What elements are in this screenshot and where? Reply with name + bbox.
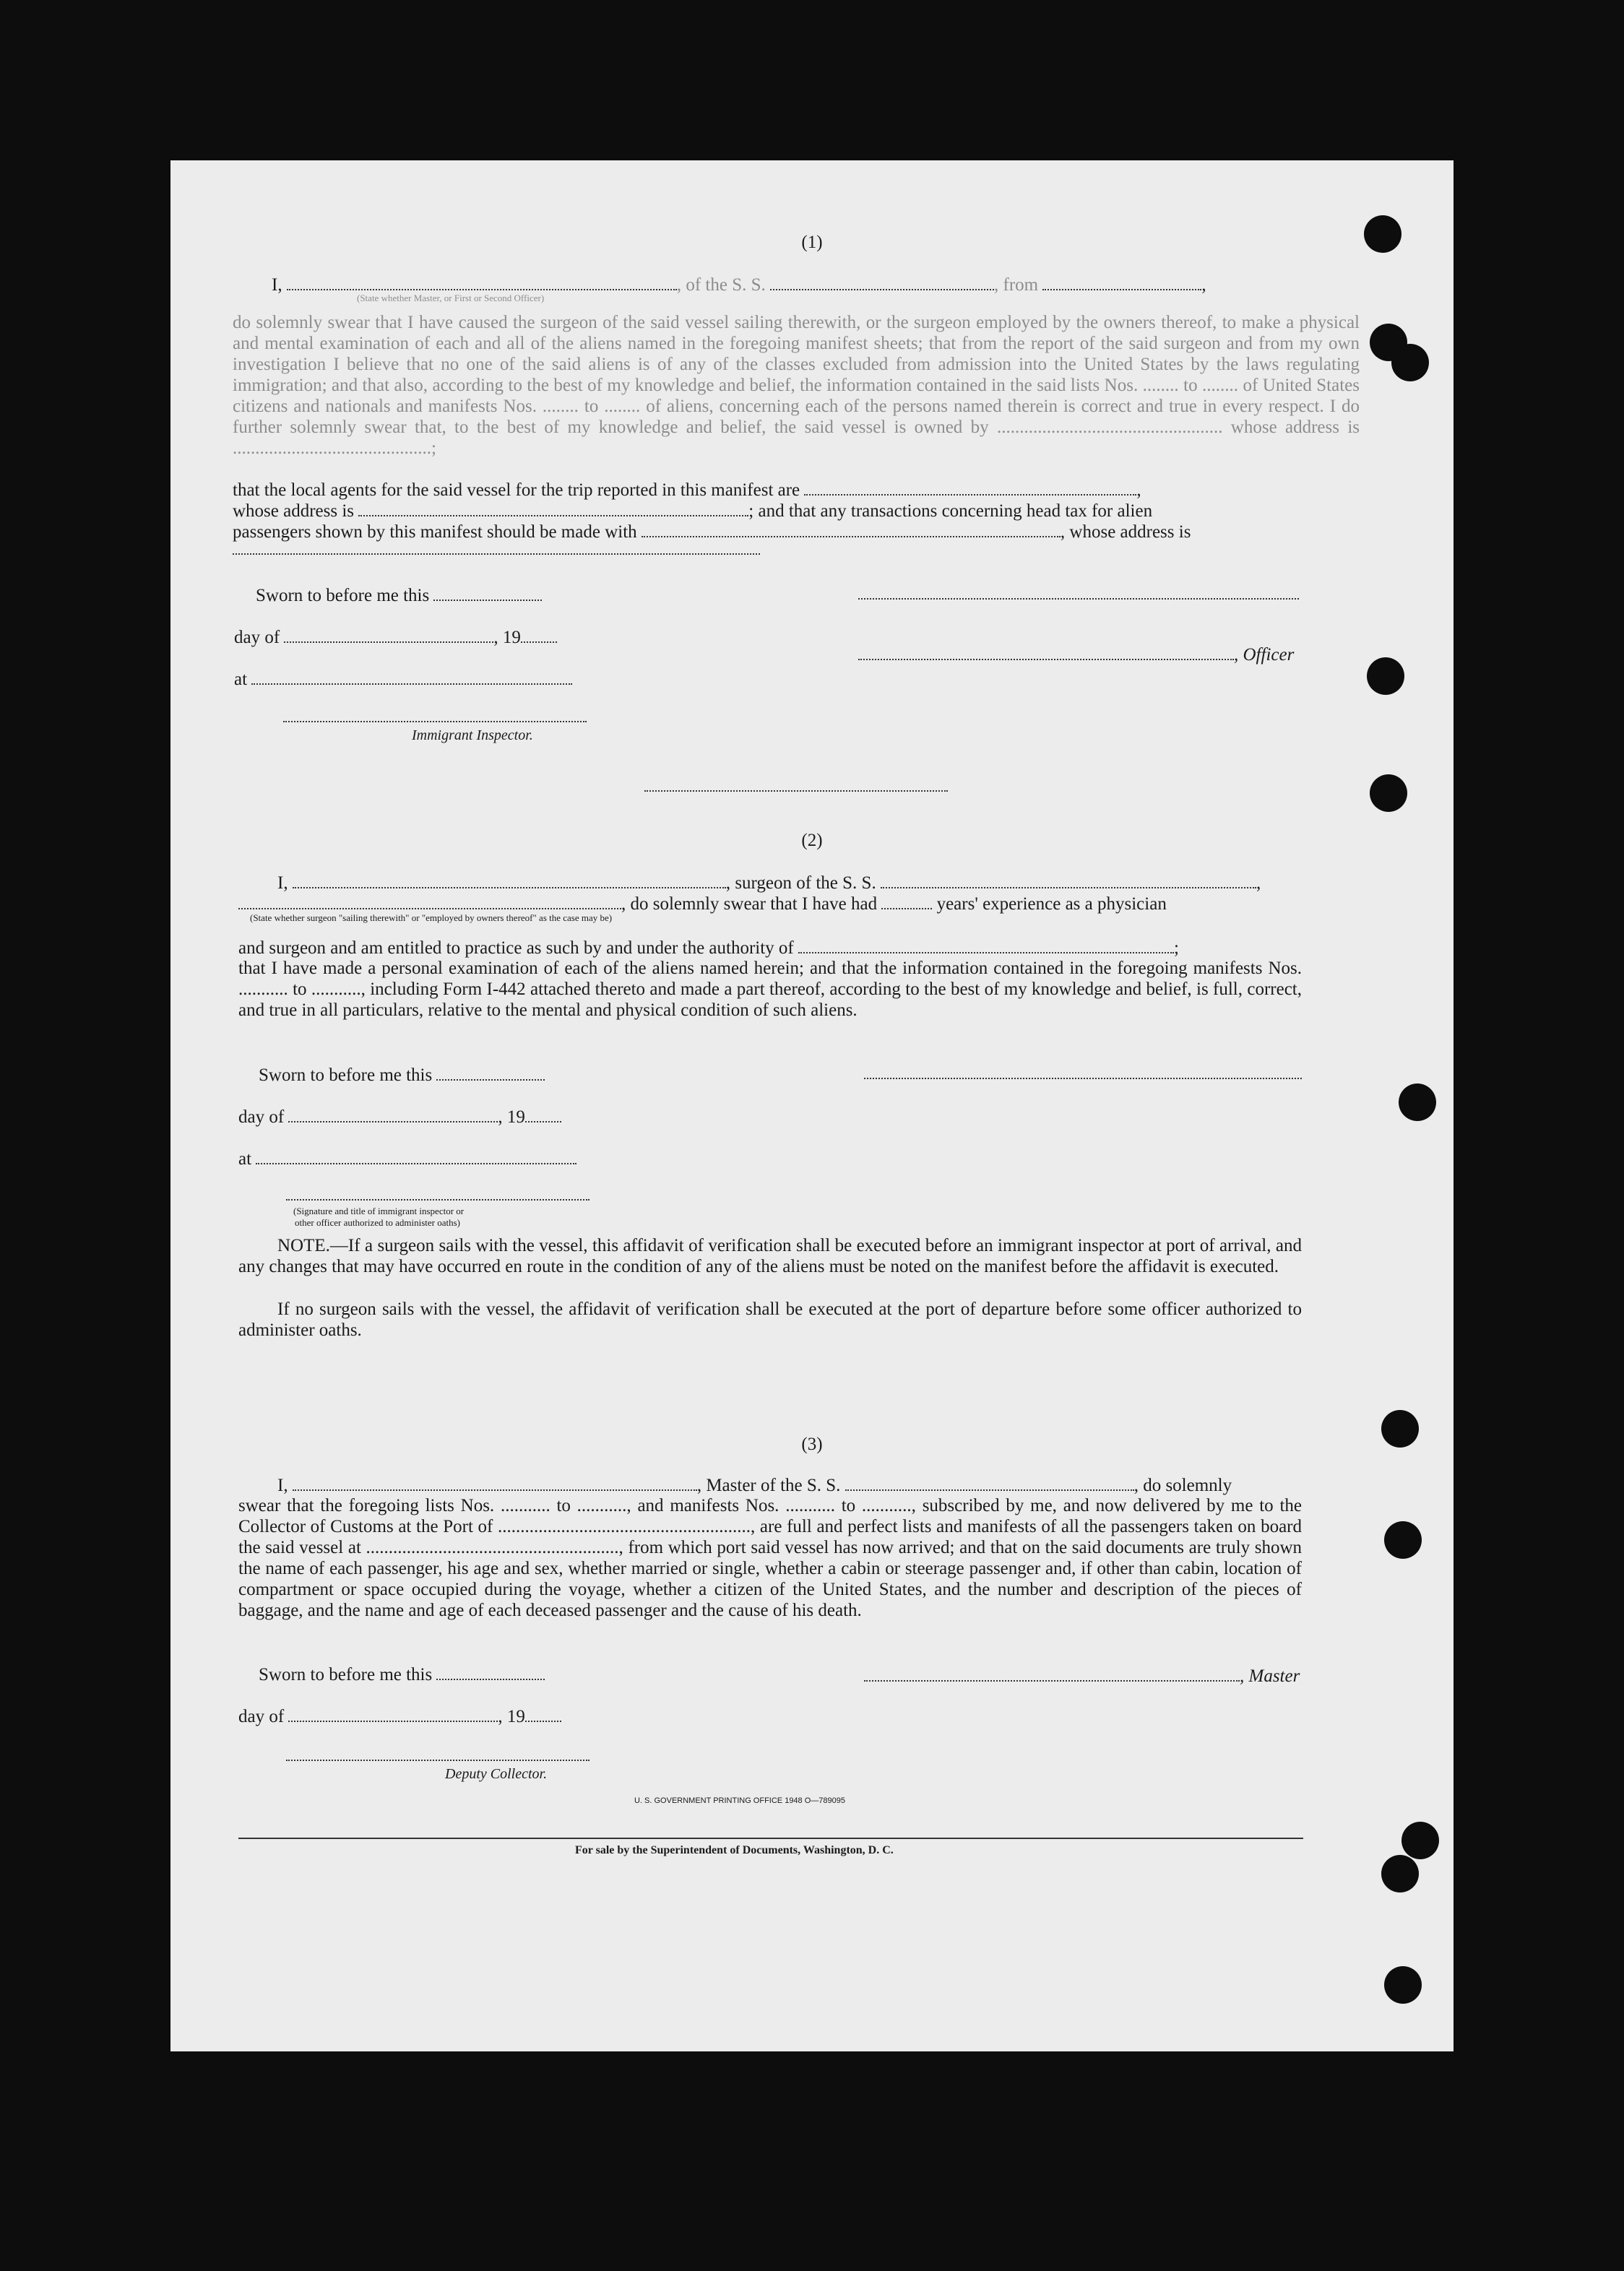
section1-passengers-line <box>233 523 1191 541</box>
section1-day-of <box>234 628 557 646</box>
section1-address-line <box>233 502 1152 520</box>
fill-line <box>238 908 621 909</box>
fill-line <box>881 908 932 909</box>
text: , from <box>994 275 1039 295</box>
fill-line <box>858 659 1234 660</box>
section2-line1 <box>277 874 1261 892</box>
punch-hole <box>1381 1855 1419 1892</box>
fill-line <box>642 536 1061 537</box>
punch-hole <box>1401 1822 1439 1859</box>
fill-line <box>525 1721 561 1722</box>
text: ; <box>1174 938 1179 958</box>
text: , Master <box>1240 1666 1300 1686</box>
text: , do solemnly <box>1133 1476 1232 1495</box>
fill-line <box>770 289 994 290</box>
text: , Officer <box>1234 645 1295 665</box>
section2-sig-note-2: other officer authorized to administer oaths) <box>295 1217 460 1228</box>
section2-line2 <box>238 895 1167 913</box>
section3-paragraph: swear that the foregoing lists Nos. ........... to ..........., and manifests Nos. ........... to ..........., subscribed by me, and now delivered by me to the Collector of Customs at the Port of ........................................................, are full and perfect lists and manifests of all the passengers taken on board the said vessel at ........................................................, from which port said vessel has now arrived; and that on the said documents are truly shown the name of each passenger, his age and sex, whether married or single, whether a cabin or steerage passenger and, if other than cabin, location of compartment or space occupied during the voyage, whether a citizen of the United States, and the number and description of the pieces of baggage, and the name and age of each deceased passenger and the cause of his death. <box>238 1496 1302 1620</box>
section3-number: (3) <box>801 1435 823 1454</box>
fill-line <box>433 600 542 601</box>
fill-line <box>288 1121 498 1122</box>
text: , whose address is <box>1060 522 1191 542</box>
section3-day-of <box>238 1708 561 1726</box>
fill-line <box>1042 289 1201 290</box>
fill-line <box>436 1679 545 1680</box>
punch-hole <box>1399 1083 1436 1121</box>
inspector-signature-line <box>286 1199 589 1201</box>
footer-rule <box>238 1838 1303 1839</box>
section1-agents-line: that the local agents for the said vessel for the trip reported in this manifest are , <box>233 480 1141 500</box>
section2-note-paragraph-1: NOTE.—If a surgeon sails with the vessel, this affidavit of verification shall be executed before an immigrant inspector at port of arrival, and any changes that may have occurred en route in the condition of any of the aliens must be noted on the manifest before the affidavit is executed. <box>238 1236 1302 1276</box>
fill-line <box>251 683 572 685</box>
text: at <box>238 1149 252 1169</box>
fill-line <box>864 1680 1240 1682</box>
text: Sworn to before me this <box>259 1065 433 1085</box>
fill-line <box>293 887 726 888</box>
section2-number: (2) <box>801 831 823 850</box>
punch-hole <box>1384 1966 1422 2004</box>
fill-line <box>881 887 1256 888</box>
separator-dots <box>644 790 948 792</box>
section1-title-note: (State whether Master, or First or Second Officer) <box>357 293 545 303</box>
punch-hole <box>1384 1521 1422 1559</box>
text: day of <box>234 628 280 647</box>
section1-at <box>234 670 572 688</box>
section3-sworn <box>259 1666 545 1684</box>
officer-signature-line-1 <box>858 598 1299 600</box>
surgeon-signature-line <box>864 1078 1302 1079</box>
text: and surgeon and am entitled to practice as such by and under the authority of <box>238 938 794 958</box>
section3-master <box>864 1667 1300 1685</box>
sale-notice: For sale by the Superintendent of Documents, Washington, D. C. <box>575 1844 894 1856</box>
deputy-signature-line <box>286 1760 589 1761</box>
text: whose address is <box>233 501 355 521</box>
section1-officer <box>858 646 1294 664</box>
fill-line <box>521 641 557 643</box>
text: , 19 <box>498 1707 525 1726</box>
section2-at <box>238 1150 576 1168</box>
text: at <box>234 670 248 689</box>
section3-deputy: Deputy Collector. <box>445 1766 548 1782</box>
fill-line <box>256 1163 576 1164</box>
section2-sworn <box>259 1066 545 1084</box>
section1-sworn <box>256 587 542 605</box>
section2-paragraph: that I have made a personal examination of each of the aliens named herein; and that the information contained in the foregoing manifests Nos. ........... to ..........., including Form I-442 attached thereto and made a part thereof, according to the best of my knowledge and belief, is full, correct, and true in all particulars, relative to the mental and physical condition of such aliens. <box>238 959 1302 1020</box>
fill-line <box>525 1121 561 1122</box>
text: day of <box>238 1707 285 1726</box>
text: , surgeon of the S. S. <box>725 873 876 893</box>
section2-day-of <box>238 1108 561 1126</box>
fill-line <box>293 1489 697 1491</box>
inspector-signature-line <box>283 721 587 722</box>
text: , 19 <box>498 1107 525 1127</box>
fill-line <box>436 1079 545 1081</box>
text: , do solemnly swear that I have had <box>621 894 878 914</box>
fill-line <box>798 952 1174 953</box>
section3-line1 <box>277 1476 1232 1494</box>
fill-line <box>284 641 493 643</box>
text: , Master of the S. S. <box>696 1476 841 1495</box>
fill-line <box>233 553 760 555</box>
text: , <box>1201 275 1206 295</box>
text: , of the S. S. <box>676 275 766 295</box>
fill-line <box>288 1721 498 1722</box>
section2-title-note: (State whether surgeon "sailing therewith" or "employed by owners thereof" as the case may be) <box>250 912 613 923</box>
section1-inspector: Immigrant Inspector. <box>412 727 533 743</box>
fill-line <box>287 289 677 290</box>
punch-hole <box>1391 344 1429 381</box>
fill-line <box>358 515 748 516</box>
fill-line <box>845 1489 1134 1491</box>
text: I, <box>277 873 288 893</box>
text: that the local agents for the said vessel for the trip reported in this manifest are <box>233 480 800 500</box>
punch-hole <box>1367 657 1404 695</box>
section1-oath-line <box>272 276 1206 294</box>
text: , 19 <box>493 628 521 647</box>
text: I, <box>272 275 282 295</box>
text: ; and that any transactions concerning head tax for alien <box>748 501 1153 521</box>
text: I, <box>277 1476 288 1495</box>
punch-hole <box>1370 774 1407 812</box>
form-sheet <box>170 160 1454 2051</box>
text: day of <box>238 1107 285 1127</box>
gpo-imprint: U. S. GOVERNMENT PRINTING OFFICE 1948 O—789095 <box>634 1796 845 1805</box>
text: Sworn to before me this <box>256 586 430 605</box>
text: , <box>1256 873 1261 893</box>
text: Sworn to before me this <box>259 1665 433 1684</box>
text: years' experience as a physician <box>936 894 1167 914</box>
section2-authority-line <box>238 939 1179 957</box>
fill-line <box>804 494 1136 496</box>
section1-paragraph: do solemnly swear that I have caused the surgeon of the said vessel sailing therewith, or the surgeon employed by the owners thereof, to make a physical and mental examination of each and all of the aliens named in the foregoing manifest sheets; that from the report of the said surgeon and from my own investigation I believe that no one of the said aliens is of any of the classes excluded from admission into the United States by the laws regulating immigration; and that also, according to the best of my knowledge and belief, the information contained in the said lists Nos. ........ to ........ of United States citizens and nationals and manifests Nos. ........ to ........ of aliens, concerning each of the persons named therein is correct and true in every respect. I do further solemnly swear that, to the best of my knowledge and belief, the said vessel is owned by .................................................. whose address is ............................................; <box>233 313 1360 458</box>
section2-sig-note-1: (Signature and title of immigrant inspector or <box>293 1206 465 1216</box>
section1-number: (1) <box>801 233 823 252</box>
section2-note-paragraph-2: If no surgeon sails with the vessel, the affidavit of verification shall be executed at the port of departure before some officer authorized to administer oaths. <box>238 1299 1302 1340</box>
text: passengers shown by this manifest should be made with <box>233 522 637 542</box>
